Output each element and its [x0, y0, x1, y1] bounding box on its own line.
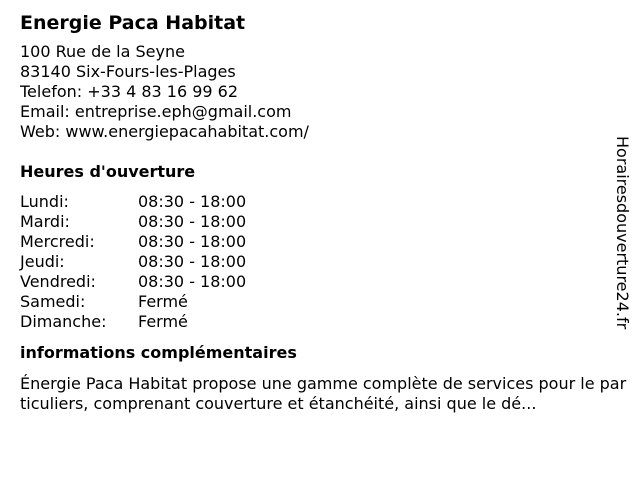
site-watermark: Horairesdouverture24.fr — [613, 136, 632, 330]
day-label: Lundi: — [20, 192, 69, 211]
address-street: 100 Rue de la Seyne — [20, 42, 185, 61]
phone-line: Telefon: +33 4 83 16 99 62 — [20, 82, 239, 101]
contact-block — [20, 42, 632, 142]
day-label: Vendredi: — [20, 272, 96, 291]
day-label: Samedi: — [20, 292, 86, 311]
day-label: Jeudi: — [20, 252, 65, 271]
info-description: Énergie Paca Habitat propose une gamme complète de services pour le particuliers, comprenant couverture et étanchéité, ainsi que le dé... — [20, 374, 627, 413]
hours-row — [20, 232, 632, 252]
address-city: 83140 Six-Fours-les-Plages — [20, 62, 236, 81]
hours-row — [20, 312, 632, 332]
hours-row — [20, 192, 632, 212]
time-value: 08:30 - 18:00 — [138, 232, 247, 251]
day-label: Dimanche: — [20, 312, 107, 331]
time-value: Fermé — [138, 292, 188, 311]
business-name: Energie Paca Habitat — [20, 12, 246, 34]
time-value: 08:30 - 18:00 — [138, 252, 247, 271]
info-title: informations complémentaires — [20, 343, 297, 362]
hours-row — [20, 292, 632, 312]
hours-table — [20, 192, 632, 332]
day-label: Mercredi: — [20, 232, 95, 251]
hours-row — [20, 212, 632, 232]
time-value: 08:30 - 18:00 — [138, 192, 247, 211]
day-label: Mardi: — [20, 212, 70, 231]
hours-title: Heures d'ouverture — [20, 162, 196, 181]
business-card — [20, 10, 632, 414]
hours-row — [20, 272, 632, 292]
email-line: Email: entreprise.eph@gmail.com — [20, 102, 292, 121]
hours-row — [20, 252, 632, 272]
time-value: 08:30 - 18:00 — [138, 212, 247, 231]
web-line: Web: www.energiepacahabitat.com/ — [20, 122, 309, 141]
time-value: 08:30 - 18:00 — [138, 272, 247, 291]
time-value: Fermé — [138, 312, 188, 331]
